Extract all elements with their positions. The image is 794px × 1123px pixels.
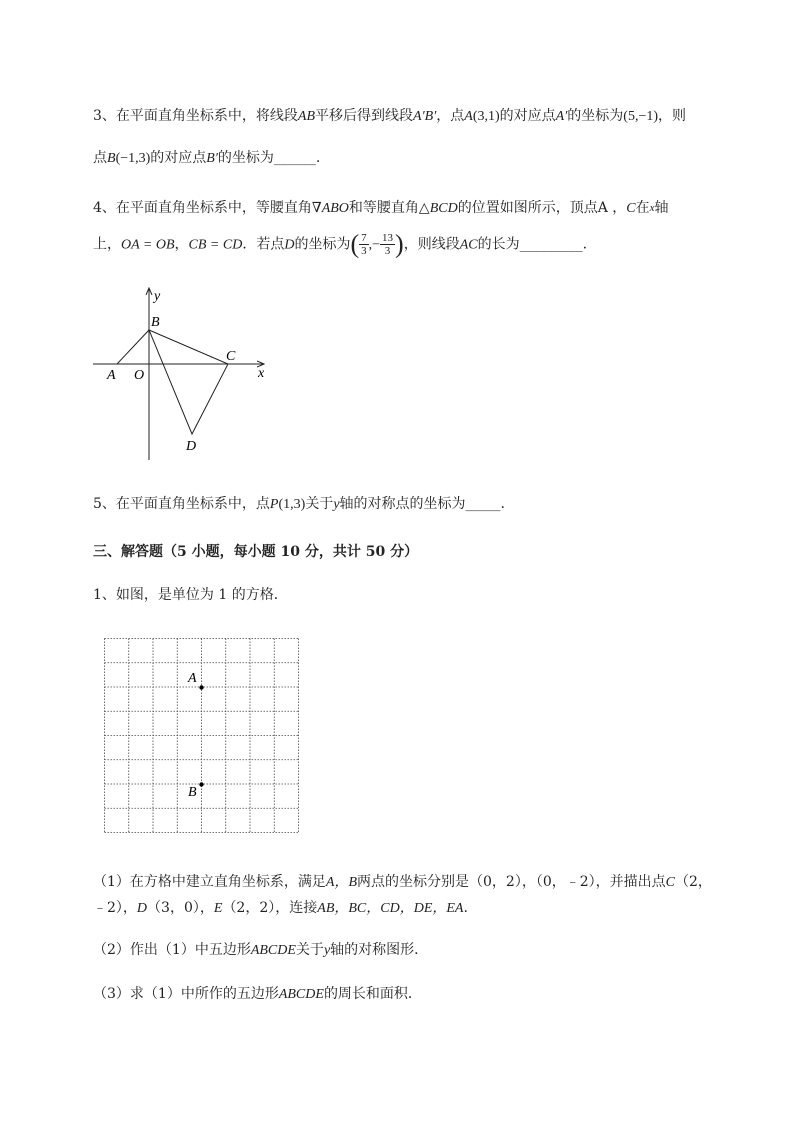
point-a-dot — [199, 685, 203, 689]
q5-line: 5、在平面直角坐标系中，点P(1,3)关于y轴的对称点的坐标为_____. — [93, 496, 505, 512]
label-c: C — [226, 349, 236, 364]
p1-sub1-line1: （1）在方格中建立直角坐标系，满足A，B两点的坐标分别是（0，2），（0，﹣2），并描出点C（2， — [93, 874, 712, 890]
label-y: y — [154, 289, 161, 304]
label-o: O — [134, 368, 145, 383]
p1-intro: 1、如图，是单位为 1 的方格． — [93, 587, 288, 603]
right-paren: ) — [395, 229, 404, 259]
label-b: B — [151, 315, 160, 330]
grid-lines — [105, 639, 299, 833]
p1-sub1-line2: ﹣2），D（3，0），E（2，2），连接AB，BC，CD，DE，EA. — [93, 900, 468, 916]
point-b-dot — [199, 782, 203, 786]
p1-sub3: （3）求（1）中所作的五边形ABCDE的周长和面积． — [93, 986, 422, 1002]
section-heading: 三、解答题（5 小题，每小题 10 分，共计 50 分） — [93, 544, 419, 560]
triangle-abo — [117, 330, 149, 364]
grid-label-a: A — [188, 671, 197, 686]
q4-line1: 4、在平面直角坐标系中，等腰直角∇ABO和等腰直角△BCD的位置如图所示，顶点A ，C在$^x$轴 — [93, 200, 669, 216]
p1-sub2: （2）作出（1）中五边形ABCDE关于y轴的对称图形． — [93, 942, 429, 958]
label-x: x — [258, 366, 265, 381]
fraction-7-3: $\frac{7}{3}$ — [361, 232, 367, 257]
label-d: D — [186, 439, 197, 454]
q4-line2: 上，OA = OB，CB = CD．若点D的坐标为( $\frac{7}{3}$ ,− $\frac{13}{3}$ )，则线段AC的长为_________. — [93, 229, 588, 259]
triangle-bcd — [149, 330, 228, 434]
q4-coordinate-figure — [88, 282, 278, 464]
fraction-13-3: $\frac{13}{3}$ — [382, 232, 394, 257]
unit-grid — [100, 636, 304, 836]
label-a: A — [107, 368, 116, 383]
q3-line1: 3、在平面直角坐标系中，将线段AB平移后得到线段A′B′，点A(3,1)的对应点A′的坐标为(5,−1)，则 — [93, 108, 687, 124]
grid-label-b: B — [188, 785, 197, 800]
q3-line2: 点B(−1,3)的对应点B′的坐标为______. — [93, 150, 321, 166]
left-paren: ( — [350, 229, 360, 259]
